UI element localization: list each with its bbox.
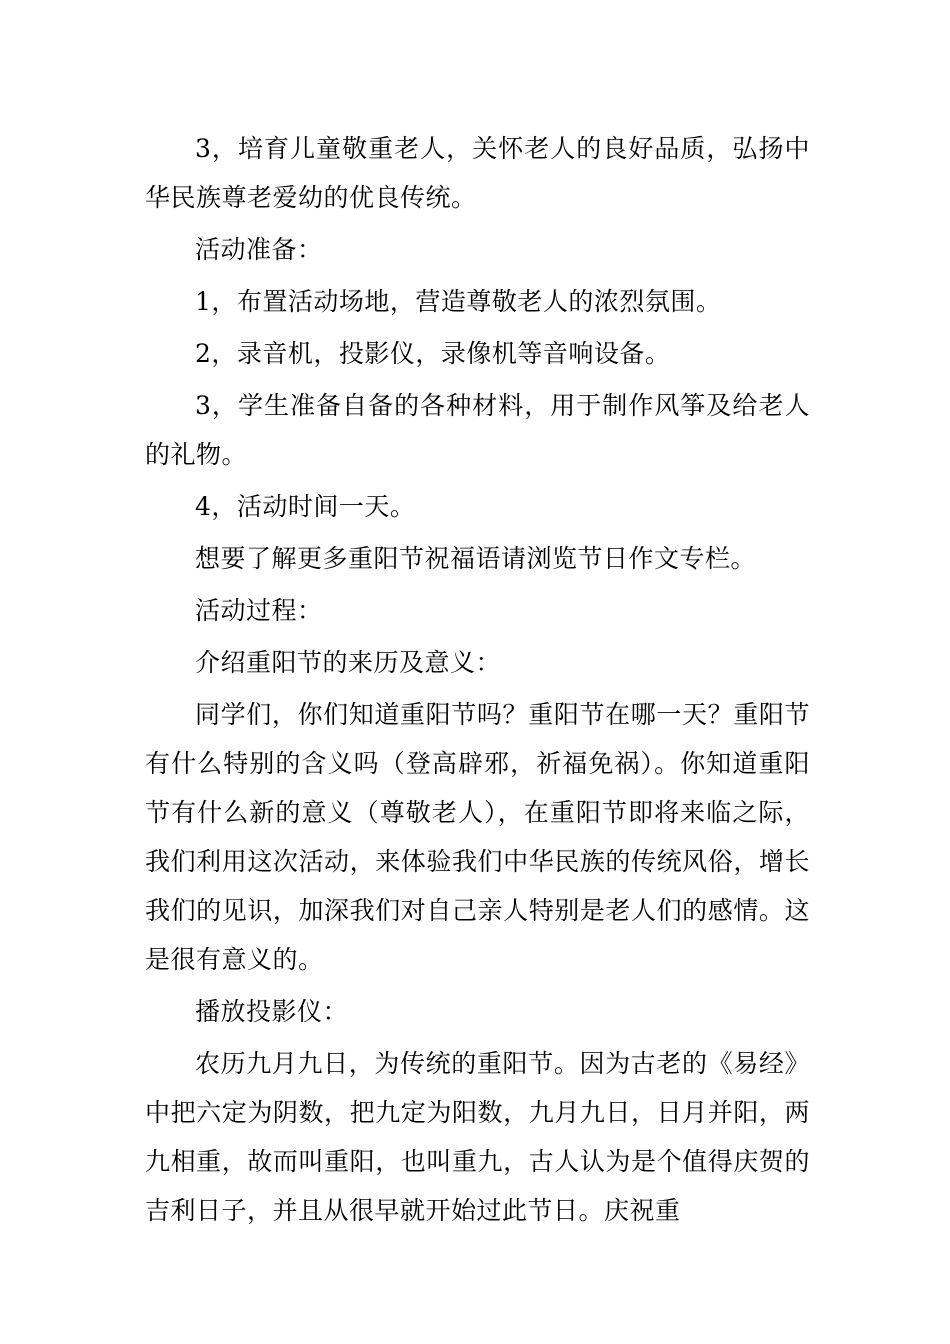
heading-activity-process: 活动过程：	[195, 596, 323, 625]
document-body	[145, 124, 810, 1235]
paragraph-history: 农历九月九日，为传统的重阳节。因为古老的《易经》中把六定为阴数，把九定为阳数，九月九日，日月并阳，两九相重，故而叫重阳，也叫重九，古人认为是个值得庆贺的吉利日子，并且从很早就开始过此节日。庆祝重	[145, 1049, 810, 1225]
heading-activity-preparation: 活动准备：	[195, 235, 323, 264]
heading-origin-meaning: 介绍重阳节的来历及意义：	[195, 648, 502, 677]
paragraph-goal-3: 3，培育儿童敬重老人，关怀老人的良好品质，弘扬中华民族尊老爱幼的优良传统。	[145, 134, 810, 212]
paragraph-prep-4: 4，活动时间一天。	[195, 492, 416, 521]
paragraph-prep-2: 2，录音机，投影仪，录像机等音响设备。	[195, 339, 671, 368]
paragraph-prep-3: 3，学生准备自备的各种材料，用于制作风筝及给老人的礼物。	[145, 391, 810, 469]
paragraph-intro: 同学们，你们知道重阳节吗？重阳节在哪一天？重阳节有什么特别的含义吗（登高辟邪，祈福免祸）。你知道重阳节有什么新的意义（尊敬老人），在重阳节即将来临之际，我们利用这次活动，来体验我们中华民族的传统风俗，增长我们的见识，加深我们对自己亲人特别是老人们的感情。这是很有意义的。	[145, 700, 810, 974]
paragraph-prep-1: 1，布置活动场地，营造尊敬老人的浓烈氛围。	[195, 287, 722, 316]
heading-play-projector: 播放投影仪：	[195, 997, 349, 1026]
paragraph-more-info: 想要了解更多重阳节祝福语请浏览节日作文专栏。	[195, 544, 757, 573]
